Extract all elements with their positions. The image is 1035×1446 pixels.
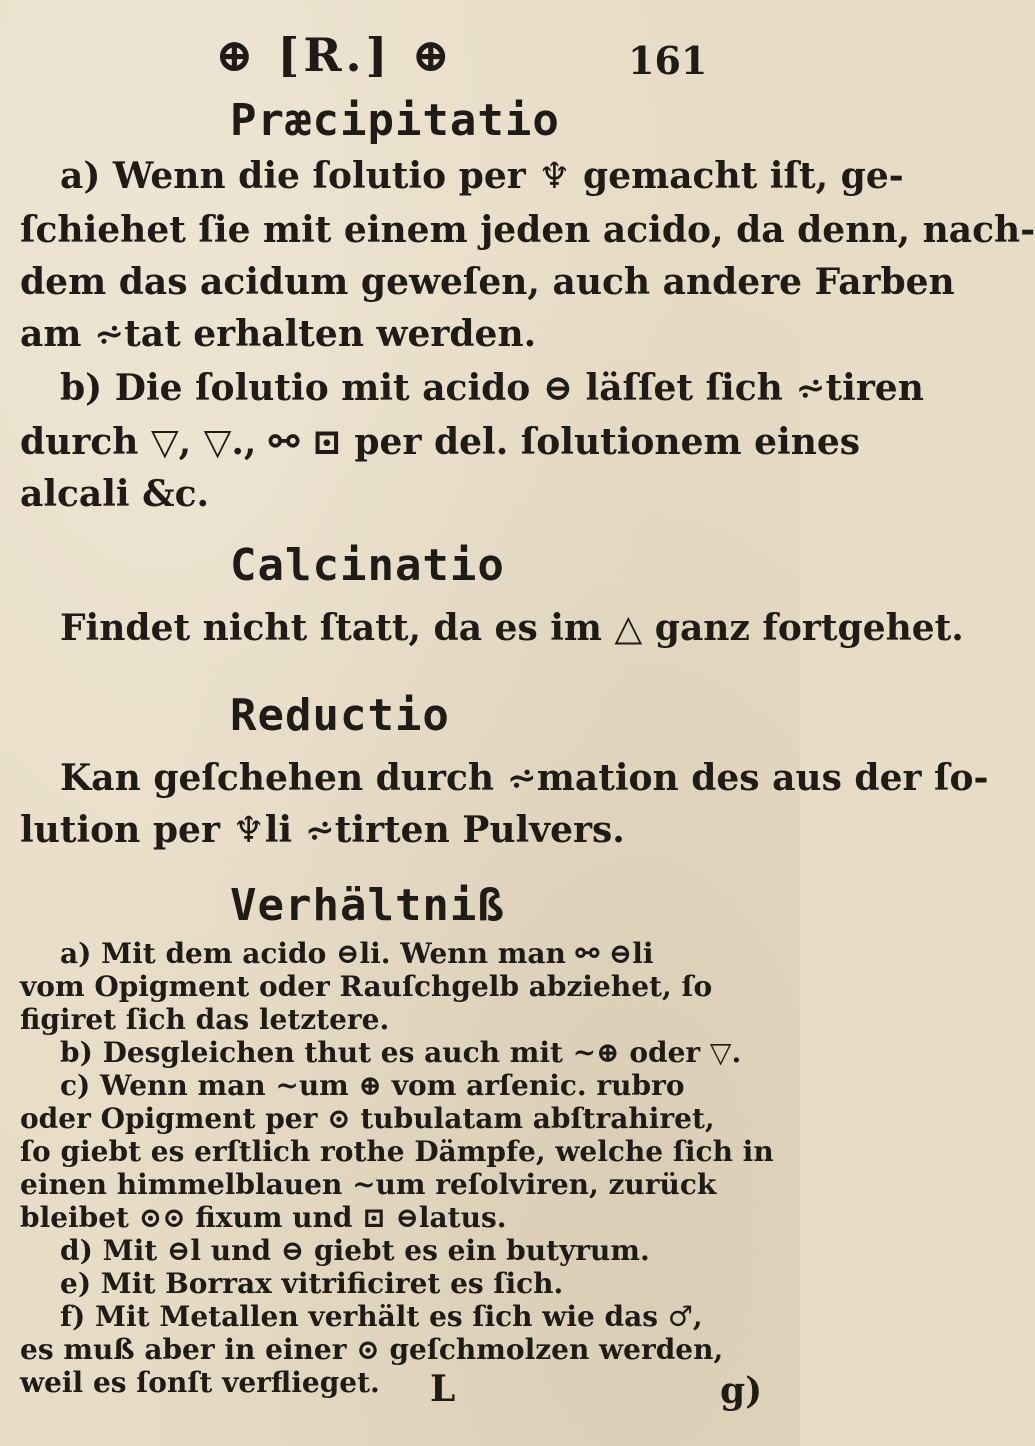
text-line: ſchiehet ſie mit einem jeden acido, da denn, nach- (20, 209, 1035, 251)
footer-signature: L (430, 1368, 456, 1410)
text-line: es muß aber in einer ⊙ geſchmolzen werden, (20, 1333, 724, 1366)
text-line: e) Mit Borrax vitrificiret es ſich. (60, 1267, 564, 1300)
section-title-praecipitatio: Præcipitatio (230, 95, 560, 146)
text-line: d) Mit ⊖l und ⊖ giebt es ein butyrum. (60, 1234, 650, 1267)
catchword: g) (720, 1370, 763, 1412)
section-title-calcinatio: Calcinatio (230, 540, 505, 591)
text-line: f) Mit Metallen verhält es ſich wie das ♂, (60, 1300, 703, 1333)
page-number: 161 (628, 38, 708, 83)
text-line: ſo giebt es erſtlich rothe Dämpfe, welche ſich in (20, 1135, 774, 1168)
text-line: b) Desgleichen thut es auch mit ~⊕ oder ▽. (60, 1036, 742, 1069)
text-line: oder Opigment per ⊙ tubulatam abſtrahiret, (20, 1102, 715, 1135)
text-line: vom Opigment oder Rauſchgelb abziehet, ſo (20, 970, 713, 1003)
text-line: am ⩫tat erhalten werden. (20, 313, 537, 355)
header-signature: ⊕ [R.] ⊕ (215, 28, 454, 82)
text-line: Findet nicht ſtatt, da es im △ ganz fortgehet. (60, 607, 964, 649)
text-line: weil es ſonſt verflieget. (20, 1366, 380, 1399)
text-line: dem das acidum geweſen, auch andere Farben (20, 261, 955, 303)
text-line: c) Wenn man ~um ⊕ vom arſenic. rubro (60, 1069, 685, 1102)
text-line: b) Die ſolutio mit acido ⊖ läſſet ſich ⩫tiren (60, 367, 924, 409)
text-line: bleibet ⊙⊙ fixum und ⊡ ⊖latus. (20, 1201, 507, 1234)
text-line: a) Wenn die ſolutio per ♆ gemacht iſt, ge- (60, 155, 904, 197)
text-line: durch ▽, ▽., ⚯ ⊡ per del. ſolutionem eines (20, 421, 861, 463)
text-line: Kan geſchehen durch ⩫mation des aus der ſo- (60, 757, 989, 799)
text-line: alcali &c. (20, 473, 210, 515)
text-line: lution per ♆li ⩫tirten Pulvers. (20, 809, 625, 851)
text-line: a) Mit dem acido ⊖li. Wenn man ⚯ ⊖li (60, 937, 654, 970)
section-title-verhaeltniss: Verhältniß (230, 880, 505, 931)
text-line: einen himmelblauen ~um reſolviren, zurück (20, 1168, 717, 1201)
section-title-reductio: Reductio (230, 690, 450, 741)
page-header (0, 28, 800, 88)
text-line: figiret ſich das letztere. (20, 1003, 390, 1036)
